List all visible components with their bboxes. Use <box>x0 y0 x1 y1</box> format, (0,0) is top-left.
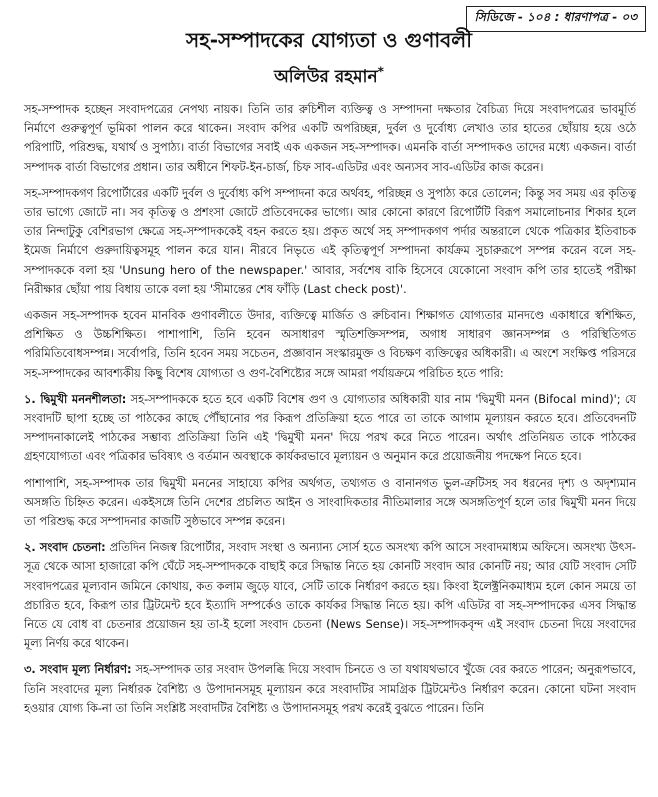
paragraph-heading: ১. দ্বিমুখী মননশীলতা: <box>24 392 127 406</box>
article-body <box>24 100 636 725</box>
paragraph-heading: ২. সংবাদ চেতনা: <box>24 541 106 555</box>
paragraph-heading: ৩. সংবাদ মূল্য নির্ধারণ: <box>24 663 132 677</box>
paragraph-text: সহ-সম্পাদককে হতে হবে একটি বিশেষ গুণ ও যোগ্যতার অধিকারী যার নাম 'দ্বিমুখী মনন (Bifocal mind)'; যে সংবাদটি ছাপা হচ্ছে তা পাঠকের কাছে পৌঁছানোর পর কিরূপ প্রতিক্রিয়া হতে পারে তা তাকে আগাম মূল্যায়ন করতে হবে। প্রতিবেদনটি সম্পাদনাকালেই পাঠকের সম্ভাব্য প্রতিক্রিয়া তিনি এই 'দ্বিমুখী মনন' দিয়ে পরখ করে নিতে পারেন। অর্থাৎ প্রতিনিয়ত তাকে পাঠকের গ্রহণযোগ্যতা এবং পত্রিকার ভবিষ্যৎ ও বর্তমান অবস্থাকে কার্যকরভাবে মূল্যায়ন ও অনুমান করে প্রয়োজনীয় পদক্ষেপ নিতে হবে। <box>24 392 636 464</box>
paragraph-5 <box>24 474 636 532</box>
author-footnote-mark: * <box>377 64 384 79</box>
paragraph-text: পাশাপাশি, সহ-সম্পাদক তার দ্বিমুখী মননের সাহায্যে কপির অর্থগত, তথ্যগত ও বানানগত ভুল-ত্রুটিসহ সব ধরনের দৃশ্য ও অদৃশ্যমান অসঙ্গতি চিহ্নিত করেন। একইসঙ্গে তিনি দেশের প্রচলিত আইন ও সাংবাদিকতার নীতিমালার সঙ্গে অসঙ্গতিপূর্ণ হলে তার দ্বিমুখী মনন দিয়ে তা পরিশুদ্ধ করে সম্পাদনার কাজটি সুষ্ঠভাবে সম্পন্ন করেন। <box>24 476 636 529</box>
paragraph-2 <box>24 184 636 299</box>
paragraph-3 <box>24 306 636 383</box>
paragraph-text: সহ-সম্পাদকগণ রিপোর্টারের একটি দুর্বল ও দুর্বোধ্য কপি সম্পাদনা করে অর্থবহ, পরিচ্ছন্ন ও সুপাঠ্য করে তোলেন; কিন্তু সব সময় এর কৃতিত্ব তার ভাগ্যে জোটে না। সব কৃতিত্ব ও প্রশংসা জোটে প্রতিবেদকের ভাগ্যে। আর কোনো কারণে রিপোর্টটি বিরূপ সমালোচনার শিকার হলে তার নিন্দাটুকু বেশিরভাগ ক্ষেত্রে সহ-সম্পাদককেই বহন করতে হয়। প্রকৃত অর্থে সহ সম্পাদকগণ পর্দার অন্তরালে থেকে পত্রিকার ইতিবাচক ইমেজ নির্মাণে গুরুদায়িত্বসমূহ পালন করে যান। নীরবে নিভৃতে এই কৃতিত্বপূর্ণ সম্পাদনা কার্যক্রম সুচারুরূপে সম্পন্ন করেন বলে সহ-সম্পাদককে বলা হয় 'Unsung hero of the newspaper.' আবার, সর্বশেষ বাকি হিসেবে যেকোনো সংবাদ কপি তার হাতেই পরীক্ষা নিরীক্ষার ছোঁয়া পায় বিধায় তাকে বলা হয় 'সীমান্তের শেষ ফাঁড়ি (Last check post)'. <box>24 186 636 296</box>
paragraph-text: সহ-সম্পাদক তার সংবাদ উপলব্ধি দিয়ে সংবাদ চিনতে ও তা যথাযথভাবে খুঁজে বের করতে পারেন; অনুরূপভাবে, তিনি সংবাদের মূল্য নির্ধারক বৈশিষ্ট্য ও উপাদানসমূহ মূল্যায়ন করে সংবাদটির সামগ্রিক ট্রিটমেন্টও নির্ধারণ করেন। কোনো ঘটনা সংবাদ হওয়ার যোগ্য কি-না তা তিনি সংশ্লিষ্ট সংবাদটির বৈশিষ্ট্য ও উপাদানসমূহ পরখ করেই বুঝতে পারেন। তিনি <box>24 663 636 715</box>
paragraph-4 <box>24 390 636 467</box>
paragraph-text: সহ-সম্পাদক হচ্ছেন সংবাদপত্রের নেপথ্য নায়ক। তিনি তার রুচিশীল ব্যক্তিত্ব ও সম্পাদনা দক্ষতার বৈচিত্র্য দিয়ে সংবাদপত্রের ভাবমূর্তি নির্মাণে গুরুত্বপূর্ণ ভূমিকা পালন করে থাকেন। সংবাদ কপির একটি অপরিচ্ছন্ন, দুর্বল ও দুর্বোধ্য লেখাও তার হাতের ছোঁয়ায় হয়ে ওঠে পরিপাটি, পরিশুদ্ধ, যথার্থ ও সুপাঠ্য। বার্তা বিভাগের সবাই এক একজন সহ-সম্পাদক। এমনকি বার্তা সম্পাদকও তাদের মধ্যে একজন। বার্তা সম্পাদক বার্তা বিভাগের প্রধান। তার অধীনে শিফট-ইন-চার্জ, চিফ সাব-এডিটর এবং অন্যসব সাব-এডিটর কাজ করেন। <box>24 103 636 174</box>
paragraph-6 <box>24 538 636 653</box>
paragraph-1 <box>24 100 636 177</box>
author-name: অলিউর রহমান <box>274 67 378 87</box>
author-line <box>0 64 658 92</box>
paragraph-7 <box>24 660 636 718</box>
page-title: সহ-সম্পাদকের যোগ্যতা ও গুণাবলী <box>186 28 472 52</box>
paragraph-text: প্রতিদিন নিজস্ব রিপোর্টার, সংবাদ সংস্থা ও অন্যান্য সোর্স হতে অসংখ্য কপি আসে সংবাদমাধ্যম অফিসে। অসংখ্য উৎস-সূত্র থেকে আসা হাজারো কপি ঘেঁটে সহ-সম্পাদককে বাছাই করে সিদ্ধান্ত নিতে হয় কোনটি সংবাদ আর কোনটি নয়; আর যেটি সংবাদ সেটি সংবাদপত্রের মূল্যবান জমিনে কোথায়, কত কলাম জুড়ে যাবে, সেটি তাকে নির্ধারণ করতে হয়। কিংবা ইলেক্ট্রনিকমাধ্যম হলে কোন সময়ে তা প্রচারিত হবে, কিরূপ তার ট্রিটমেন্ট হবে ইত্যাদি সম্পর্কেও তাকে কার্যকর সিদ্ধান্ত নিতে হয়। কপি এডিটর বা সহ-সম্পাদকের এসব সিদ্ধান্ত নিতে যে বোধ বা চেতনার প্রয়োজন হয় তা-ই হলো সংবাদ চেতনা (News Sense)। সহ-সম্পাদকবৃন্দ এই সংবাদ চেতনা দিয়ে সংবাদের মূল্য নির্ণয় করে থাকেন। <box>24 541 636 651</box>
document-code-tag: সিডিজে - ১০৪ : ধারণাপত্র - ০৩ <box>466 6 647 32</box>
paragraph-text: একজন সহ-সম্পাদক হবেন মানবিক গুণাবলীতে উদার, ব্যক্তিত্বে মার্জিত ও রুচিবান। শিক্ষাগত যোগ্যতার মানদণ্ডে একাধারে স্বশিক্ষিত, প্রশিক্ষিত ও উচ্চশিক্ষিত। পাশাপাশি, তিনি হবেন অসাধারণ স্মৃতিশক্তিসম্পন্ন, অগাধ সাধারণ জ্ঞানসম্পন্ন ও পরিস্থিতিগত পরিমিতিবোধসম্পন্ন। সর্বোপরি, তিনি হবেন সময় সচেতন, প্রজ্ঞাবান সংস্কারমুক্ত ও বিচক্ষণ ব্যক্তিত্বের অধিকারী। এ অংশে সংক্ষিপ্ত পরিসরে সহ-সম্পাদকের আবশ্যকীয় কিছু বিশেষ যোগ্যতা ও গুণ-বৈশিষ্ট্যের সঙ্গে আমরা পর্যায়ক্রমে পরিচিত হতে পারি: <box>24 309 636 380</box>
